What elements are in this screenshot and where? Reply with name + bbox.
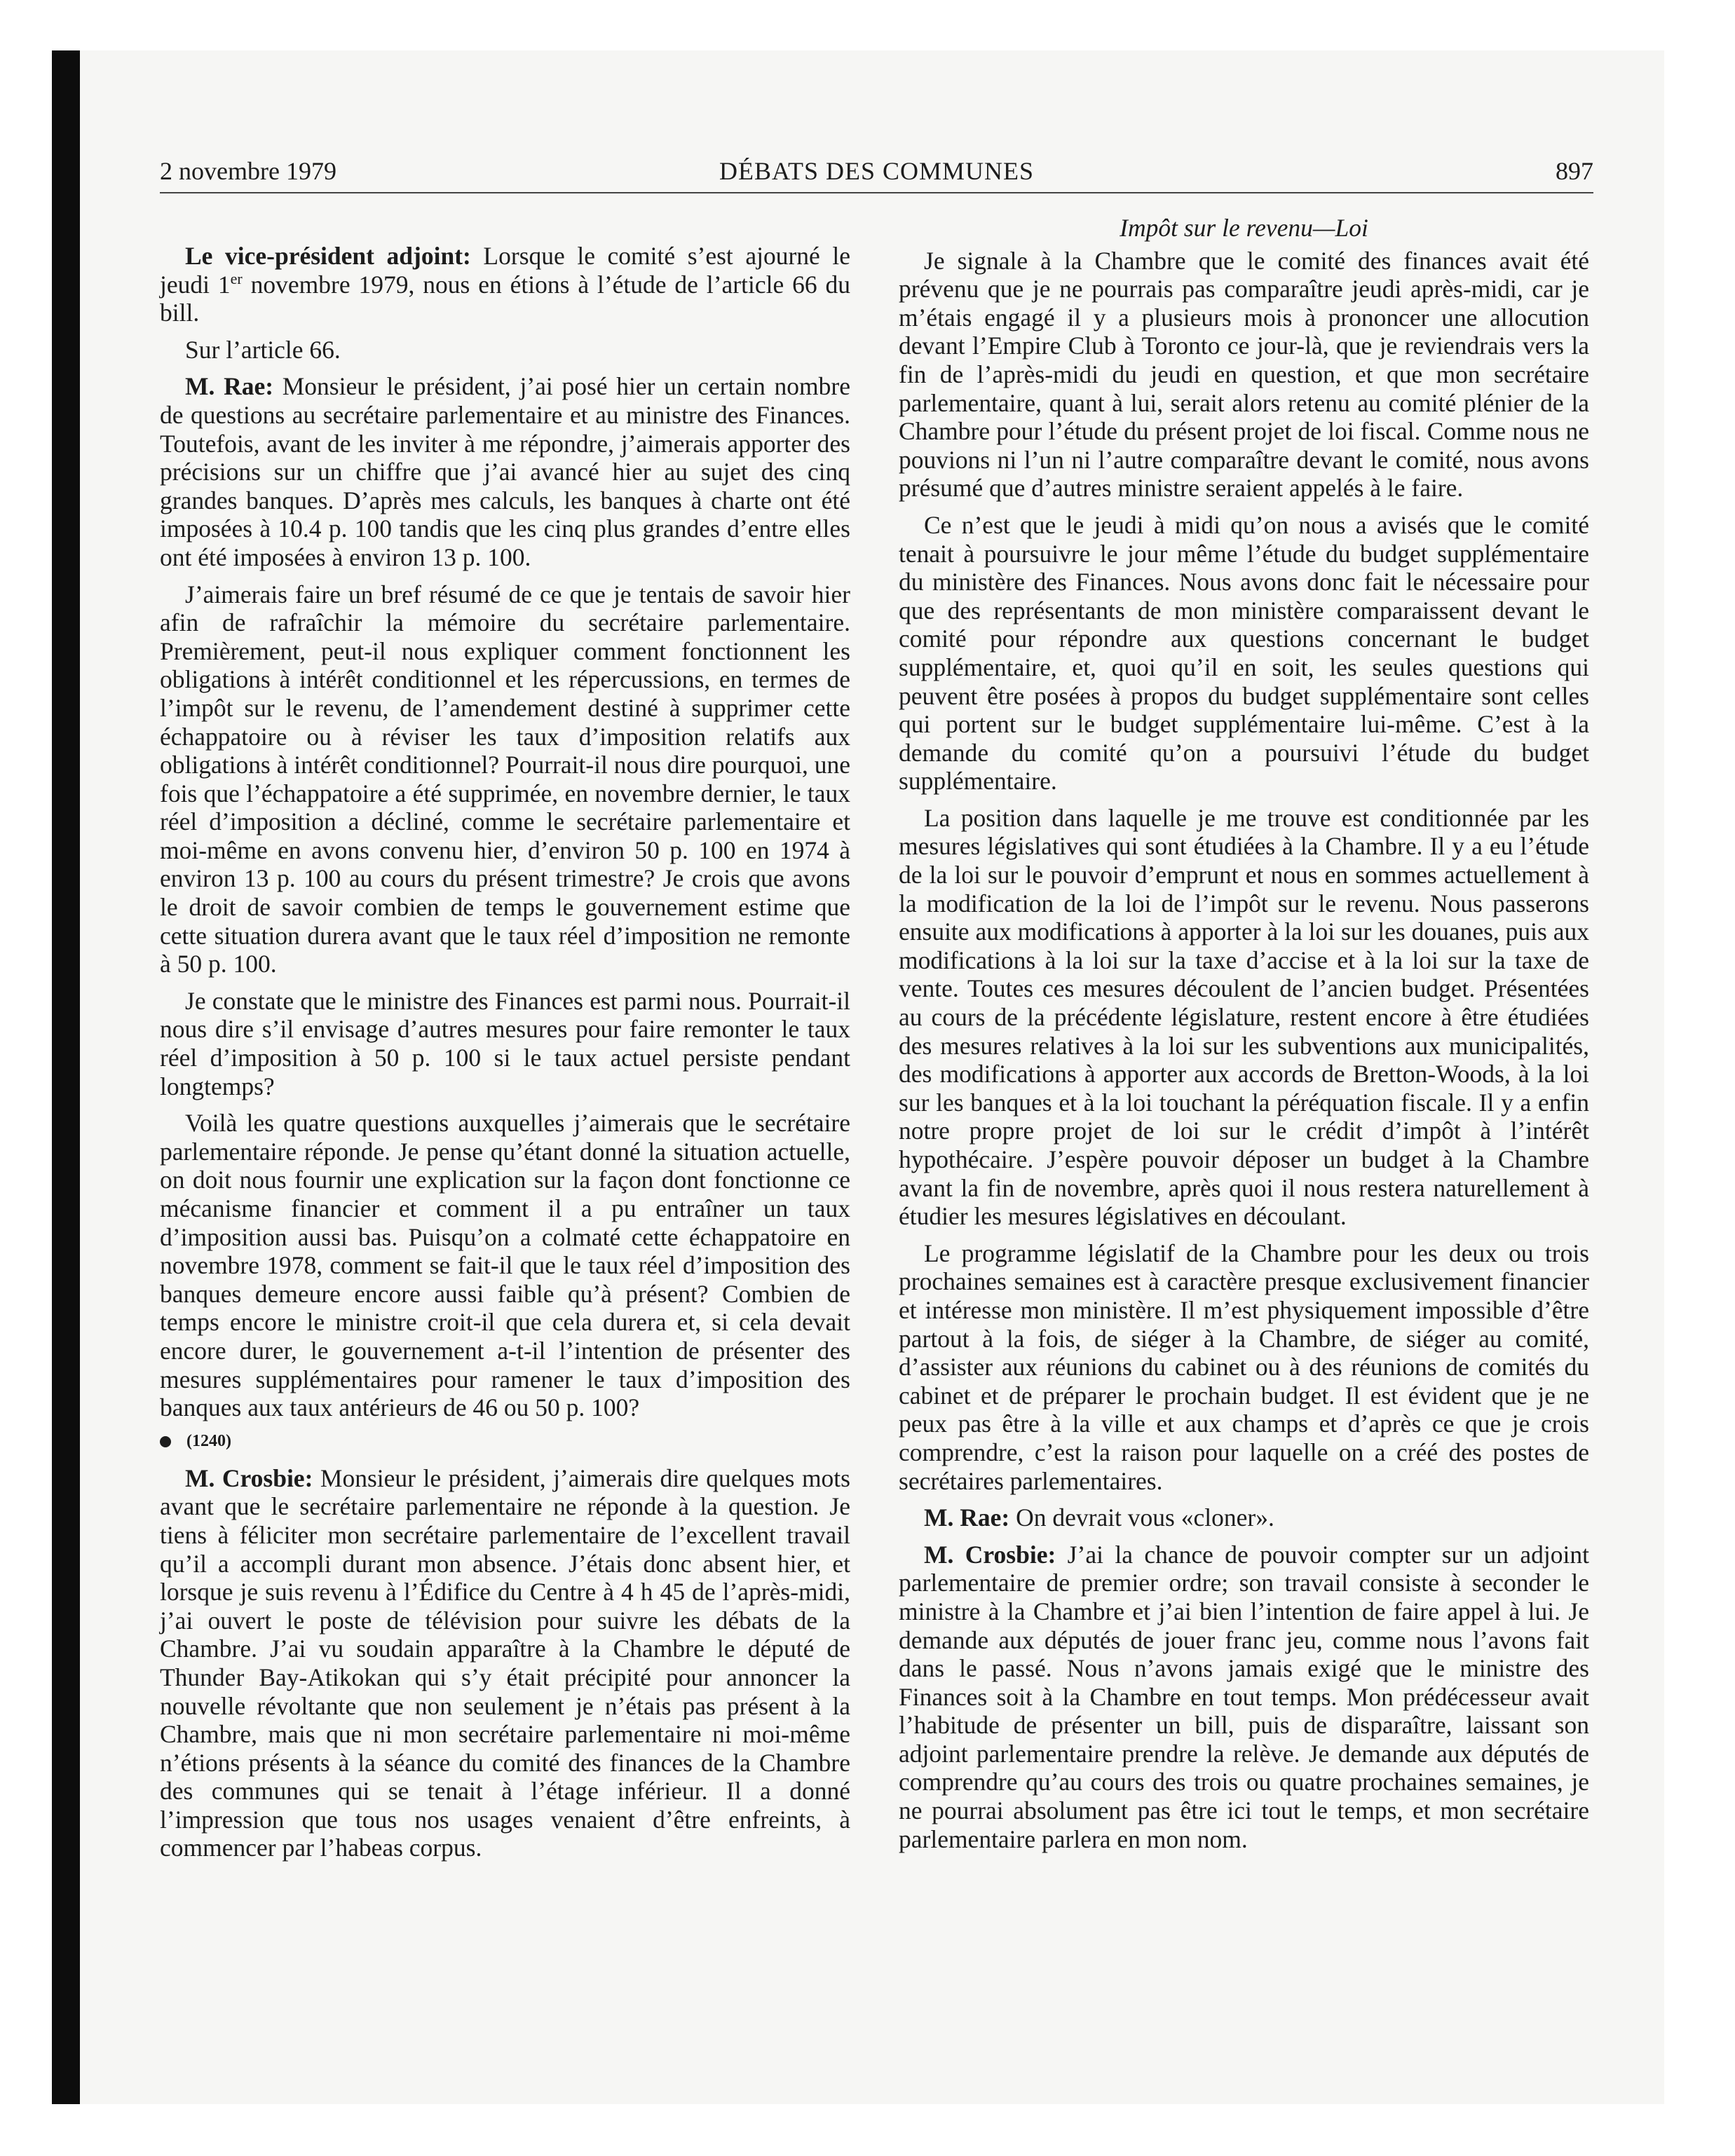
speaker-name: Le vice-président adjoint: [185,242,471,270]
paragraph-text: Lorsque le comité s’est ajourné le jeudi 1 [160,242,850,299]
timestamp-text: (1240) [186,1431,231,1450]
paragraph: Le programme législatif de la Chambre pour les deux ou trois prochaines semaines est à caractère presque exclusivement financier et intéresse mon ministère. Il m’est physiquement impossible d’être partout à la fois, de siéger à la Chambre, de siéger au comité, d’assister aux réunions du cabinet ou à des réunions de comités du cabinet et de préparer le prochain budget. Il est évident que je ne peux pas être à la ville et aux champs et d’après ce que je crois comprendre, c’est la raison pour laquelle on a créé des postes de secrétaires parlementaires. [899,1239,1589,1495]
left-column [160,242,850,1871]
paragraph: Je constate que le ministre des Finances est parmi nous. Pourrait-il nous dire s’il envisage d’autres mesures pour faire remonter le taux réel d’imposition à 50 p. 100 si le taux actuel persiste pendant longtemps? [160,986,850,1100]
paragraph [899,1503,1589,1532]
paragraph-text: J’ai la chance de pouvoir compter sur un adjoint parlementaire de premier ordre; son travail consiste à seconder le ministre à la Chambre et j’ai bien l’intention de faire appel à lui. Je demande aux députés de jouer franc jeu, comme nous l’avons fait dans le passé. Nous n’avons jamais exigé que le ministre des Finances soit à la Chambre en tout temps. Mon prédécesseur avait l’habitude de présenter un bill, puis de disparaître, laissant son adjoint parlementaire prendre la relève. Je demande aux députés de comprendre qu’au cours des trois ou quatre prochaines semaines, je ne pourrai absolument pas être ici tout le temps, et mon secrétaire parlementaire parlera en mon nom. [899,1540,1589,1853]
paragraph [899,1541,1589,1854]
timestamp-marker [160,1431,850,1452]
paragraph-text: Monsieur le président, j’ai posé hier un certain nombre de questions au secrétaire parlementaire et au ministre des Finances. Toutefois, avant de les inviter à me répondre, j’aimerais apporter des précisions sur un chiffre que j’ai avancé hier au sujet des cinq grandes banques. D’après mes calculs, les banques à charte ont été imposées à 10.4 p. 100 tandis que les cinq plus grandes d’entre elles ont été imposées à environ 13 p. 100. [160,372,850,571]
running-head: Impôt sur le revenu—Loi [1120,214,1368,242]
header-date: 2 novembre 1979 [160,157,336,185]
superscript: er [230,269,243,287]
page-header [160,156,1593,193]
paragraph: Sur l’article 66. [185,335,341,364]
paragraph [160,242,850,327]
bullet-icon [160,1436,171,1447]
speaker-name: M. Rae: [185,372,274,401]
paragraph [160,1464,850,1862]
speaker-name: M. Rae: [924,1503,1010,1532]
paragraph-text: On devrait vous «cloner». [1009,1503,1274,1532]
paragraph: La position dans laquelle je me trouve est conditionnée par les mesures législatives qui sont étudiées à la Chambre. Il y a eu l’étude de la loi sur le pouvoir d’emprunt et nous en sommes actuellement à la modification de la loi de l’impôt sur le revenu. Nous passerons ensuite aux modifications à apporter à la loi sur les douanes, puis aux modifications à la loi sur la taxe d’accise et à la loi sur la taxe de vente. Toutes ces mesures découlent de l’ancien budget. Présentées au cours de la précédente législature, restent encore à être étudiées des mesures relatives à la loi sur les subventions aux municipalités, des modifications à apporter aux accords de Bretton-Woods, à la loi sur les banques et à la loi touchant la péréquation fiscale. Il y a enfin notre propre projet de loi sur le crédit d’impôt à l’intérêt hypothécaire. J’espère pouvoir déposer un budget à la Chambre avant la fin de novembre, après quoi il nous restera naturellement à étudier les mesures législatives en découlant. [899,803,1589,1231]
speaker-name: M. Crosbie: [185,1464,313,1492]
scan-edge [52,50,80,2104]
paragraph: J’aimerais faire un bref résumé de ce que je tentais de savoir hier afin de rafraîchir la mémoire du secrétaire parlementaire. Premièrement, peut-il nous expliquer comment fonctionnent les obligations à intérêt conditionnel et les répercussions, en termes de l’impôt sur le revenu, de l’amendement destiné à supprimer cette échappatoire ou à réviser les taux d’imposition relatifs aux obligations à intérêt conditionnel? Pourrait-il nous dire pourquoi, une fois que l’échappatoire a été supprimée, en novembre dernier, le taux réel d’imposition a décliné, comme le secrétaire parlementaire et moi-même en avons convenu hier, d’environ 50 p. 100 en 1974 à environ 13 p. 100 au cours du présent trimestre? Je crois que avons le droit de savoir combien de temps le gouvernement estime que cette situation durera avant que le taux réel d’imposition ne remonte à 50 p. 100. [160,580,850,978]
paragraph: Je signale à la Chambre que le comité des finances avait été prévenu que je ne pourrais pas comparaître jeudi après-midi, car je m’étais engagé il y a plusieurs mois à prononcer une allocution devant l’Empire Club à Toronto ce jour-là, que je reviendrais vers la fin de l’après-midi du jeudi en question, et que mon secrétaire parlementaire, quant à lui, serait alors retenu au comité plénier de la Chambre pour l’étude du présent projet de loi fiscal. Comme nous ne pouvions ni l’un ni l’autre comparaître devant le comité, nous avons présumé que d’autres ministre seraient appelés à le faire. [899,246,1589,503]
paragraph-text: Monsieur le président, j’aimerais dire quelques mots avant que le secrétaire parlementaire ne réponde à la question. Je tiens à féliciter mon secrétaire parlementaire de l’excellent travail qu’il a accompli durant mon absence. J’étais donc absent hier, et lorsque je suis revenu à l’Édifice du Centre à 4 h 45 de l’après-midi, j’ai ouvert le poste de télévision pour suivre les débats de la Chambre. J’ai vu soudain apparaître à la Chambre le député de Thunder Bay-Atikokan qui s’y était précipité pour annoncer la nouvelle révoltante que non seulement je n’étais pas présent à la Chambre, mais que ni mon secrétaire parlementaire ni moi-même n’étions présents à la séance du comité des finances de la Chambre des communes qui se tenait à l’étage inférieur. Il a donné l’impression que tous nos usages venaient d’être enfreints, à commencer par l’habeas corpus. [160,1464,850,1862]
page-number: 897 [1556,157,1593,185]
paragraph: Voilà les quatre questions auxquelles j’aimerais que le secrétaire parlementaire réponde. Je pense qu’étant donné la situation actuelle, on doit nous fournir une explication sur la façon dont fonctionne ce mécanisme financier et comment il a pu entraîner un taux d’imposition aussi bas. Puisqu’on a colmaté cette échappatoire en novembre 1978, comment se fait-il que le taux réel d’imposition des banques demeure encore aussi faible qu’à présent? Combien de temps encore le ministre croit-il que cela durera et, si cela devait encore durer, le gouvernement a-t-il l’intention de présenter des mesures supplémentaires pour ramener le taux d’imposition des banques aux taux antérieurs de 46 ou 50 p. 100? [160,1109,850,1422]
paragraph [160,372,850,571]
paragraph: Ce n’est que le jeudi à midi qu’on nous a avisés que le comité tenait à poursuivre le jour même l’étude du budget supplémentaire du ministère des Finances. Nous avons donc fait le nécessaire pour que des représentants de mon ministère comparaissent devant le comité pour répondre aux questions concernant le budget supplémentaire, et, quoi qu’il en soit, les seules questions qui peuvent être posées à propos du budget supplémentaire sont celles qui portent sur le budget supplémentaire lui-même. C’est à la demande du comité qu’on a poursuivi l’étude du budget supplémentaire. [899,510,1589,796]
right-column [899,214,1589,1862]
speaker-name: M. Crosbie: [924,1540,1056,1569]
header-title: DÉBATS DES COMMUNES [719,157,1035,185]
paragraph-text: novembre 1979, nous en étions à l’étude de l’article 66 du bill. [160,270,850,327]
